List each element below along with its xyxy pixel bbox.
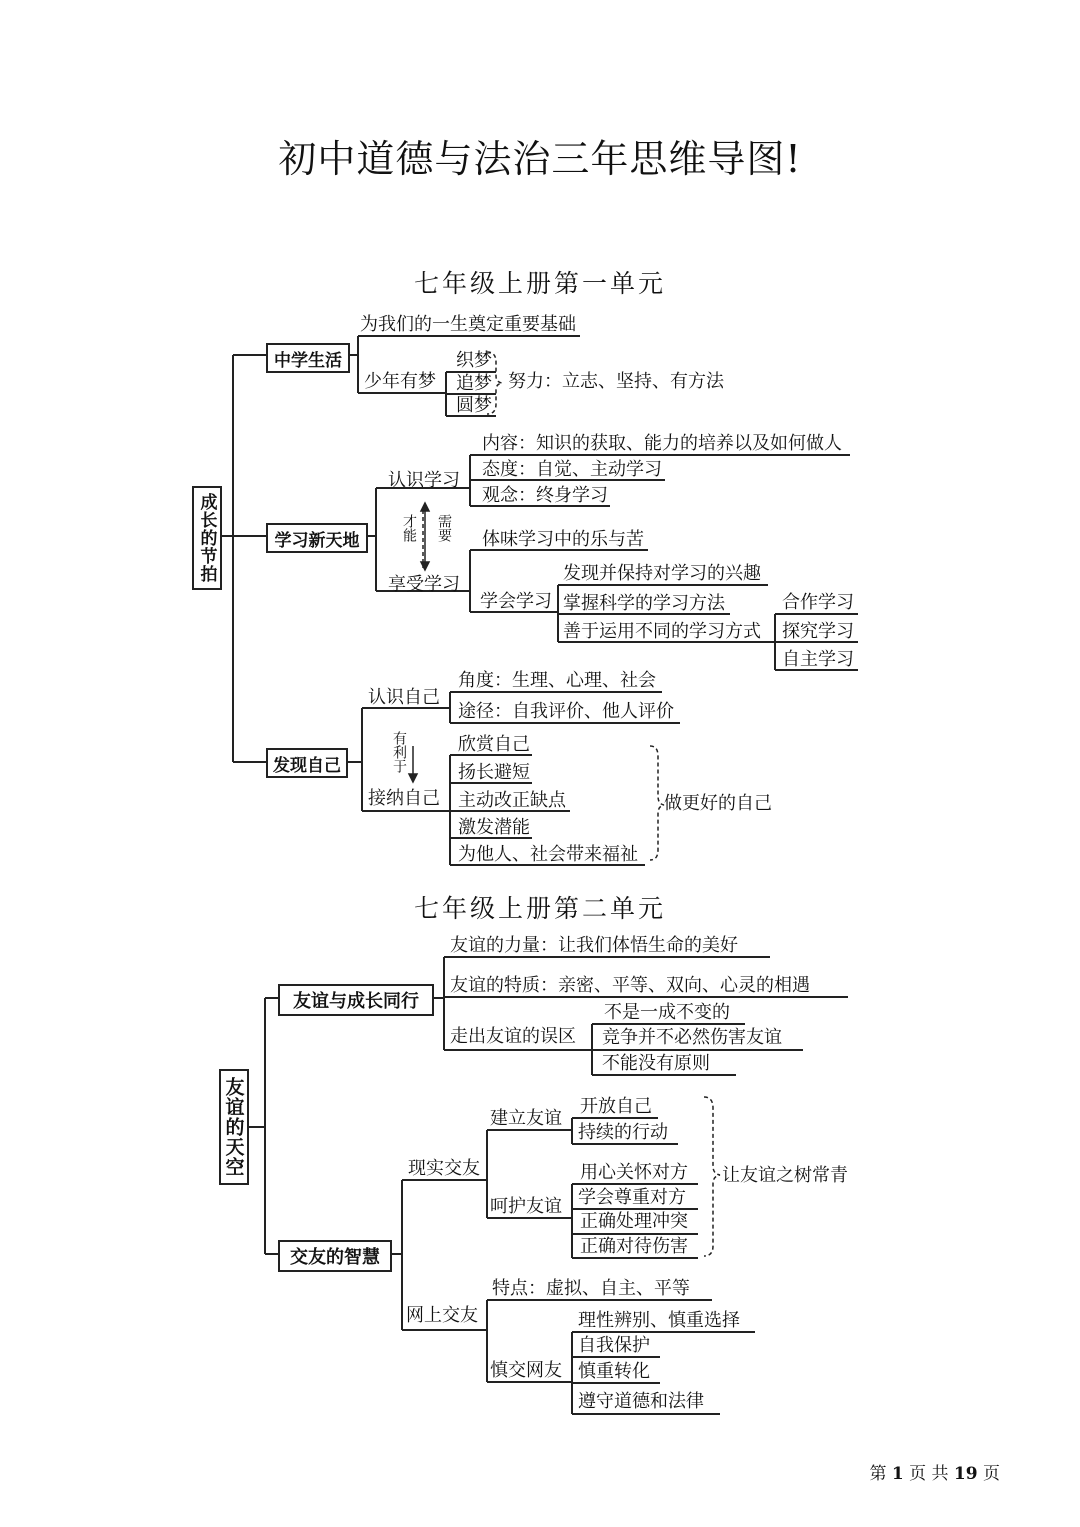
learn-item: 善于运用不同的学习方式 xyxy=(563,621,761,642)
care-item: 用心关怀对方 xyxy=(580,1162,688,1183)
careful-item: 自我保护 xyxy=(578,1335,650,1356)
accept-item: 欣赏自己 xyxy=(458,734,530,755)
accept-item: 激发潜能 xyxy=(458,817,530,838)
build-item: 持续的行动 xyxy=(578,1122,668,1143)
careful-online-text: 慎交网友 xyxy=(490,1360,562,1381)
accept-item: 扬长避短 xyxy=(458,762,530,783)
online-feature-text: 特点：虚拟、自主、平等 xyxy=(492,1278,690,1299)
build-item: 开放自己 xyxy=(580,1096,652,1117)
footer-mid: 页 共 xyxy=(909,1464,949,1484)
effort-text: 努力：立志、坚持、有方法 xyxy=(508,371,724,392)
accept-item: 主动改正缺点 xyxy=(458,790,566,811)
learn-item: 发现并保持对学习的兴趣 xyxy=(563,563,761,584)
branch-middle-school-life: 中学生活 xyxy=(266,343,350,373)
myth-item: 不能没有原则 xyxy=(602,1053,710,1074)
evergreen-text: 让友谊之树常青 xyxy=(722,1165,848,1186)
unit2-root-box: 友谊的天空 xyxy=(219,1069,249,1185)
care-item: 学会尊重对方 xyxy=(578,1187,686,1208)
real-friends-text: 现实交友 xyxy=(408,1158,480,1179)
enjoy-item: 体味学习中的乐与苦 xyxy=(482,529,644,550)
accept-self-text: 接纳自己 xyxy=(368,788,440,809)
dream-item: 圆梦 xyxy=(456,395,492,416)
know-learning-item: 观念：终身学习 xyxy=(482,485,608,506)
arrow-label-beneficial: 有利于 xyxy=(391,731,407,773)
arrow-label-left: 才能 xyxy=(401,514,417,542)
better-self-text: 做更好的自己 xyxy=(664,793,772,814)
unit2-heading: 七年级上册第二单元 xyxy=(413,894,666,923)
careful-item: 慎重转化 xyxy=(578,1361,650,1382)
learning-way: 探究学习 xyxy=(782,621,854,642)
branch-friendship-growth: 友谊与成长同行 xyxy=(278,984,434,1016)
myth-item: 不是一成不变的 xyxy=(604,1002,730,1023)
branch-discover-self: 发现自己 xyxy=(266,748,348,778)
know-self-item: 角度：生理、心理、社会 xyxy=(458,670,656,691)
branch-friendship-wisdom: 交友的智慧 xyxy=(278,1240,392,1272)
footer-suffix: 页 xyxy=(983,1464,1000,1484)
branch-learning-new-world: 学习新天地 xyxy=(266,523,368,553)
know-learning-item: 内容：知识的获取、能力的培养以及如何做人 xyxy=(482,433,842,454)
learning-way: 合作学习 xyxy=(782,592,854,613)
dream-item: 追梦 xyxy=(456,373,492,394)
enjoy-learning-text: 享受学习 xyxy=(388,574,460,595)
page-footer xyxy=(869,1466,1000,1483)
footer-page-number: 1 xyxy=(891,1464,904,1484)
unit1-heading: 七年级上册第一单元 xyxy=(413,269,666,298)
arrow-label-right: 需要 xyxy=(436,514,452,542)
care-item: 正确对待伤害 xyxy=(580,1236,688,1257)
dream-item: 织梦 xyxy=(456,350,492,371)
know-learning-text: 认识学习 xyxy=(388,470,460,491)
footer-total-pages: 19 xyxy=(953,1464,978,1484)
know-self-item: 途径：自我评价、他人评价 xyxy=(458,701,674,722)
build-friendship-text: 建立友谊 xyxy=(490,1108,562,1129)
accept-item: 为他人、社会带来福祉 xyxy=(458,844,638,865)
friendship-quality-text: 友谊的特质：亲密、平等、双向、心灵的相遇 xyxy=(450,975,810,996)
know-self-text: 认识自己 xyxy=(368,687,440,708)
care-item: 正确处理冲突 xyxy=(580,1211,688,1232)
friendship-power-text: 友谊的力量：让我们体悟生命的美好 xyxy=(450,935,738,956)
care-friendship-text: 呵护友谊 xyxy=(490,1196,562,1217)
life-foundation-text: 为我们的一生奠定重要基础 xyxy=(360,314,576,335)
unit1-root-box: 成长的节拍 xyxy=(192,486,222,590)
learning-way: 自主学习 xyxy=(782,649,854,670)
learn-item: 掌握科学的学习方法 xyxy=(563,593,725,614)
myth-item: 竞争并不必然伤害友谊 xyxy=(602,1027,782,1048)
learn-to-learn-text: 学会学习 xyxy=(480,591,552,612)
online-friends-text: 网上交友 xyxy=(406,1305,478,1326)
page-title: 初中道德与法治三年思维导图! xyxy=(278,137,802,181)
careful-item: 遵守道德和法律 xyxy=(578,1391,704,1412)
know-learning-item: 态度：自觉、主动学习 xyxy=(482,459,662,480)
careful-item: 理性辨别、慎重选择 xyxy=(578,1310,740,1331)
footer-prefix: 第 xyxy=(869,1464,887,1484)
friendship-myth-text: 走出友谊的误区 xyxy=(450,1026,576,1047)
youth-dream-text: 少年有梦 xyxy=(364,371,436,392)
